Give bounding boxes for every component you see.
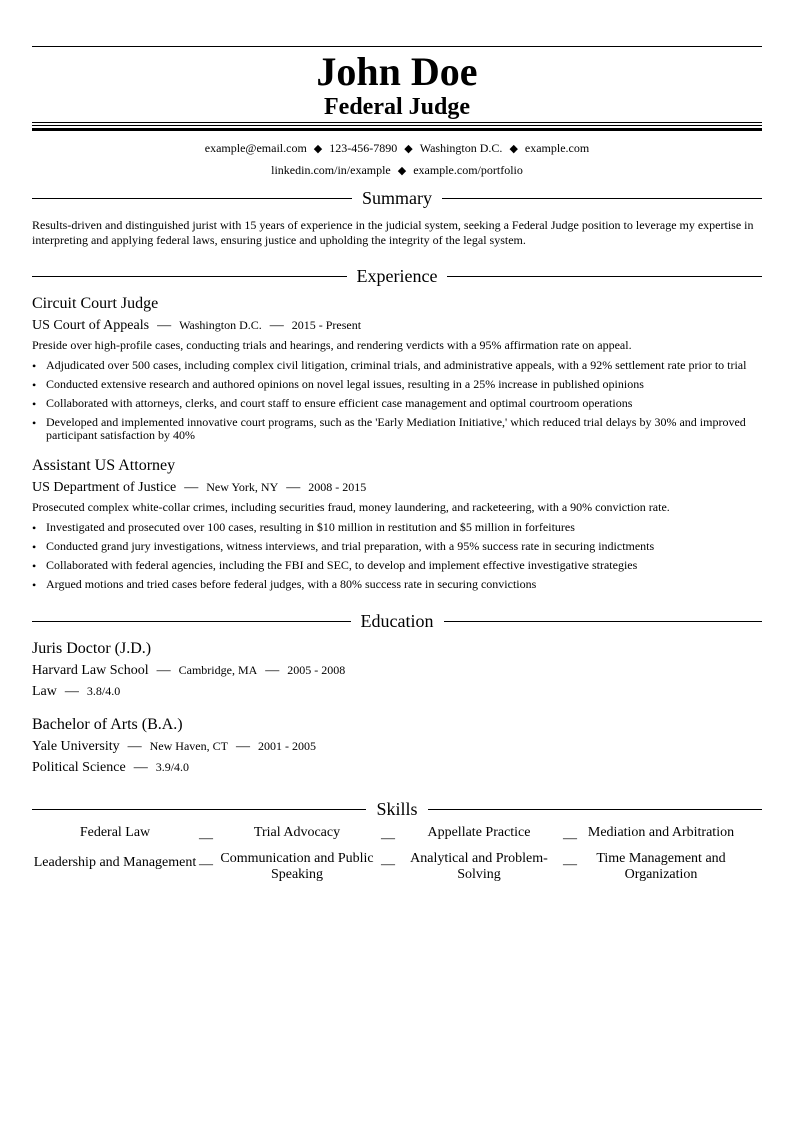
contact-phone[interactable]: 123-456-7890 [329, 141, 398, 155]
skill-item: Mediation and Arbitration [587, 825, 735, 840]
list-item: • Argued motions and tried cases before federal judges, with a 80% success rate in securing convictions [32, 577, 537, 592]
degree: Juris Doctor (J.D.) [32, 640, 152, 657]
skills-grid [32, 825, 762, 883]
list-item: • Conducted grand jury investigations, witness interviews, and trial preparation, with a 95% success rate in securing indictments [32, 539, 655, 554]
job-location: Washington D.C. [179, 318, 262, 332]
field-of-study: Law [32, 684, 57, 699]
skills-row: Leadership and Management — Communication and Public Speaking — Analytical and Problem-Solving — Time Management and Organization [32, 851, 762, 883]
bullet-icon: • [32, 559, 37, 573]
field-line: Law — 3.8/4.0 [32, 684, 121, 699]
list-item: • Conducted extensive research and authored opinions on novel legal issues, resulting in a 25% increase in published opinions [32, 377, 644, 392]
gpa: 3.8/4.0 [86, 684, 121, 698]
skills-section-header [32, 797, 762, 821]
header-top-rule [32, 46, 762, 47]
list-item: • Investigated and prosecuted over 100 cases, resulting in $10 million in restitution and $5 million in forfeitures [32, 520, 575, 535]
section-title: Summary [362, 187, 432, 208]
bullet-icon: • [32, 397, 37, 411]
education-entry [32, 639, 762, 701]
list-item: • Developed and implemented innovative court programs, such as the 'Early Mediation Initiative,' which reduced trial delays by 30% and improved participant satisfaction by 40% [32, 415, 746, 442]
education-section-header [32, 609, 762, 633]
education-entry [32, 715, 762, 777]
job-bullets [32, 521, 762, 591]
school: Harvard Law School [32, 663, 149, 678]
school: Yale University [32, 739, 120, 754]
separator-icon: ◆ [404, 143, 413, 155]
job-meta: US Court of Appeals — Washington D.C. — 2015 - Present [32, 318, 362, 333]
gpa: 3.9/4.0 [155, 760, 190, 774]
experience-entry [32, 456, 762, 591]
job-title: Circuit Court Judge [32, 295, 159, 312]
list-item: • Adjudicated over 500 cases, including complex civil litigation, criminal trials, and administrative appeals, with a 92% settlement rate prior to trial [32, 358, 747, 373]
job-location: New York, NY [206, 480, 279, 494]
school-location: Cambridge, MA [178, 663, 258, 677]
field-line: Political Science — 3.9/4.0 [32, 760, 190, 775]
header-bottom-rule [32, 122, 762, 131]
skill-item: Appellate Practice [427, 825, 531, 840]
school-line: Harvard Law School — Cambridge, MA — 2005 - 2008 [32, 663, 346, 678]
school-location: New Haven, CT [149, 739, 228, 753]
employer: US Court of Appeals [32, 318, 150, 333]
separator-icon: ◆ [397, 165, 407, 177]
job-description: Prosecuted complex white-collar crimes, including securities fraud, money laundering, and racketeering, with a 90% conviction rate. [32, 500, 670, 514]
skills-row: Federal Law — Trial Advocacy — Appellate Practice — Mediation and Arbitration [32, 825, 762, 847]
job-title: Assistant US Attorney [32, 457, 176, 474]
contact-row-2 [32, 163, 762, 178]
contact-website[interactable]: example.com [524, 141, 590, 155]
skill-item: Trial Advocacy [253, 825, 341, 840]
job-dates: 2008 - 2015 [308, 480, 367, 494]
contact-email[interactable]: example@email.com [204, 141, 307, 155]
section-title: Education [360, 610, 434, 631]
field-of-study: Political Science [32, 760, 126, 775]
employer: US Department of Justice [32, 480, 177, 495]
summary-section-header [32, 186, 762, 210]
contact-row-1 [32, 141, 762, 156]
candidate-title: Federal Judge [324, 94, 470, 120]
contact-linkedin[interactable]: linkedin.com/in/example [271, 163, 391, 177]
contact-location: Washington D.C. [419, 141, 503, 155]
list-item: • Collaborated with attorneys, clerks, and court staff to ensure efficient case management and optimal courtroom operations [32, 396, 633, 411]
skill-item: Time Management and Organization [596, 851, 726, 882]
separator-icon: ◆ [509, 143, 518, 155]
summary-text: Results-driven and distinguished jurist with 15 years of experience in the judicial system, seeking a Federal Judge position to leverage my expertise in interpreting and applying federal laws, ensuring justice and upholding the integrity of the legal system. [32, 218, 754, 247]
skill-item: Leadership and Management [33, 855, 197, 870]
bullet-icon: • [32, 540, 37, 554]
separator-icon: ◆ [313, 143, 323, 155]
job-meta: US Department of Justice — New York, NY — 2008 - 2015 [32, 480, 367, 495]
degree: Bachelor of Arts (B.A.) [32, 716, 183, 733]
skill-item: Analytical and Problem-Solving [410, 851, 548, 882]
bullet-icon: • [32, 521, 37, 535]
job-bullets [32, 359, 762, 442]
experience-entry [32, 294, 762, 442]
skill-item: Federal Law [79, 825, 151, 840]
job-description: Preside over high-profile cases, conducting trials and hearings, and rendering verdicts with a 95% affirmation rate on appeal. [32, 338, 632, 352]
section-title: Experience [356, 265, 438, 286]
school-line: Yale University — New Haven, CT — 2001 - 2005 [32, 739, 316, 754]
section-title: Skills [376, 798, 418, 819]
list-item: • Collaborated with federal agencies, including the FBI and SEC, to develop and implement effective investigative strategies [32, 558, 638, 573]
bullet-icon: • [32, 416, 37, 430]
skill-item: Communication and Public Speaking [220, 851, 374, 882]
contact-portfolio[interactable]: example.com/portfolio [413, 163, 523, 177]
school-dates: 2005 - 2008 [287, 663, 346, 677]
school-dates: 2001 - 2005 [257, 739, 316, 753]
bullet-icon: • [32, 359, 37, 373]
job-dates: 2015 - Present [291, 318, 362, 332]
experience-section-header [32, 264, 762, 288]
candidate-name: John Doe [316, 49, 478, 94]
bullet-icon: • [32, 378, 37, 392]
bullet-icon: • [32, 578, 37, 592]
resume-page [32, 46, 762, 883]
